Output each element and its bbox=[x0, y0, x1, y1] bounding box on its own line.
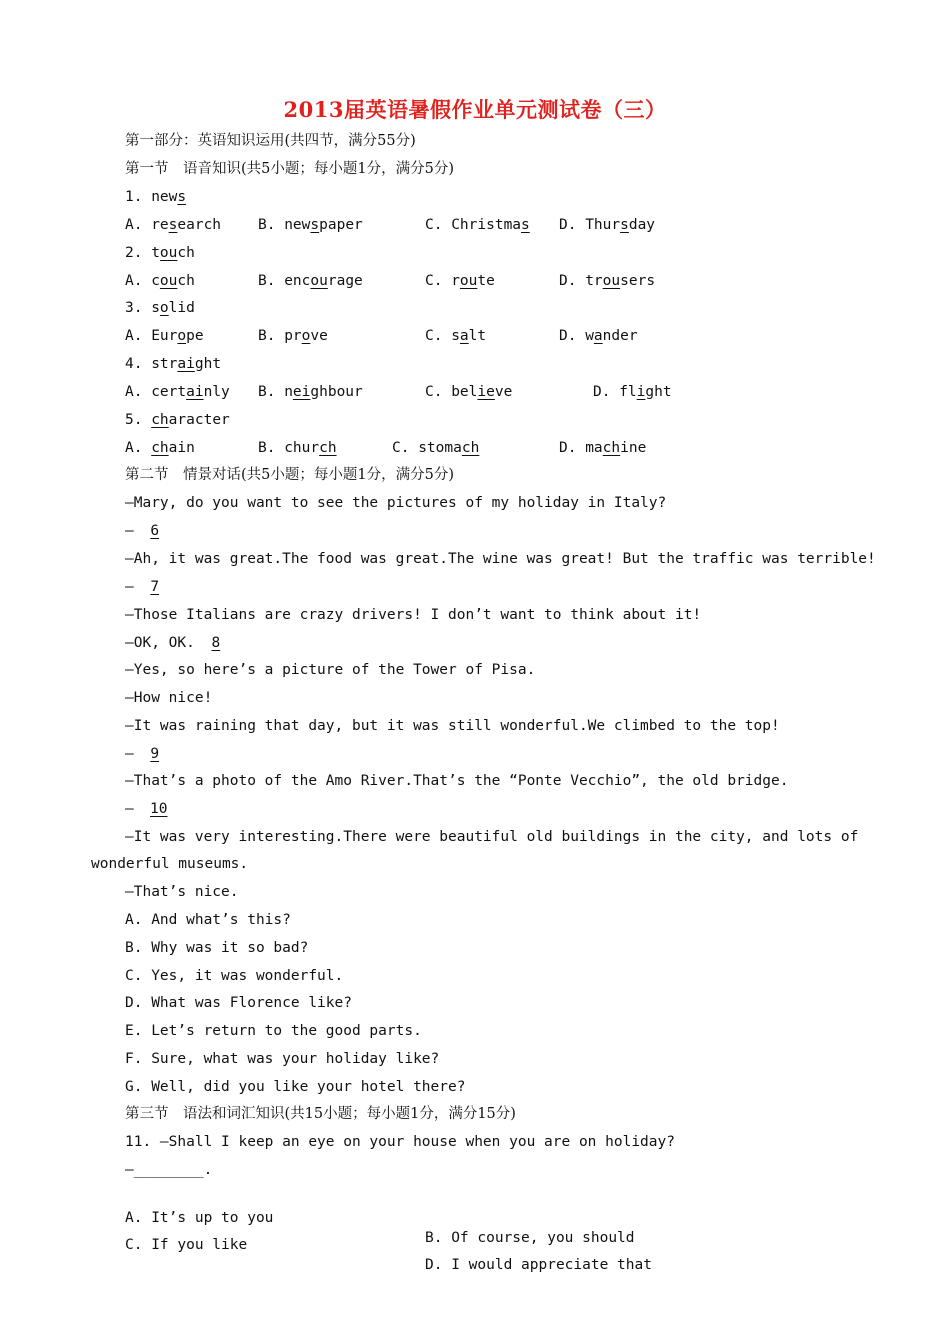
q11-option-d: D. I would appreciate that bbox=[425, 1257, 652, 1273]
word-part: nly bbox=[203, 384, 230, 400]
option-c bbox=[425, 382, 512, 402]
word-part: D. ma bbox=[559, 440, 603, 456]
phonetics-question-5 bbox=[125, 410, 230, 430]
word-part: 1. new bbox=[125, 189, 178, 205]
option-b bbox=[258, 438, 337, 458]
option-b bbox=[258, 382, 363, 402]
underlined-letters: s bbox=[310, 217, 320, 233]
word-part: nder bbox=[602, 328, 638, 344]
underlined-letters: a bbox=[459, 328, 469, 344]
underlined-letters: ou bbox=[602, 273, 621, 289]
section2-header: 第二节 情景对话(共5小题；每小题1分，满分5分) bbox=[125, 467, 454, 483]
word-part: 2. t bbox=[125, 245, 160, 261]
word-part: 3. s bbox=[125, 300, 160, 316]
question-word bbox=[125, 189, 186, 205]
phonetics-question-2 bbox=[125, 243, 195, 263]
option-b bbox=[258, 215, 363, 235]
word-part: lid bbox=[168, 300, 195, 316]
option-word bbox=[425, 217, 530, 233]
option-word bbox=[425, 273, 495, 289]
dialogue-option-a: A. And what’s this? bbox=[125, 912, 291, 928]
option-d bbox=[593, 382, 672, 402]
underlined-letters: ch bbox=[151, 440, 169, 456]
dialogue-blank-line bbox=[125, 799, 184, 819]
dialogue-blank-line bbox=[125, 633, 237, 653]
phonetics-question-4 bbox=[125, 354, 221, 374]
option-word bbox=[392, 440, 479, 456]
word-part: D. fl bbox=[593, 384, 637, 400]
dialogue-line: —That’s nice. bbox=[125, 884, 239, 900]
option-word bbox=[125, 384, 230, 400]
dialogue-option-f: F. Sure, what was your holiday like? bbox=[125, 1051, 440, 1067]
word-part: ght bbox=[194, 356, 222, 372]
word-part: A. cert bbox=[125, 384, 187, 400]
option-a bbox=[125, 382, 230, 402]
word-part: ve bbox=[310, 328, 328, 344]
section1-header: 第一节 语音知识(共5小题；每小题1分，满分5分) bbox=[125, 161, 454, 177]
underlined-letters: ch bbox=[461, 440, 480, 456]
word-part: ine bbox=[620, 440, 647, 456]
dialogue-line: —That’s a photo of the Amo River.That’s the “Ponte Vecchio”, the old bridge. bbox=[125, 773, 789, 789]
underlined-letters: s bbox=[168, 217, 178, 233]
option-word bbox=[258, 328, 328, 344]
underlined-letters: s bbox=[620, 217, 629, 233]
option-a bbox=[125, 438, 195, 458]
dialogue-blank-line bbox=[125, 521, 176, 541]
q11-option-c: C. If you like bbox=[125, 1237, 248, 1253]
word-part: D. w bbox=[559, 328, 594, 344]
option-c bbox=[425, 271, 495, 291]
dialogue-option-c: C. Yes, it was wonderful. bbox=[125, 968, 344, 984]
word-part: paper bbox=[319, 217, 363, 233]
option-word bbox=[425, 328, 486, 344]
dialogue-option-d: D. What was Florence like? bbox=[125, 995, 352, 1011]
option-a bbox=[125, 271, 195, 291]
underlined-letters: o bbox=[177, 328, 187, 344]
underlined-letters: ou bbox=[310, 273, 328, 289]
underlined-letters: ou bbox=[459, 273, 478, 289]
section3-header: 第三节 语法和词汇知识(共15小题；每小题1分，满分15分) bbox=[125, 1106, 516, 1122]
word-part: ch bbox=[177, 245, 195, 261]
word-part: A. Eur bbox=[125, 328, 178, 344]
word-part: ch bbox=[177, 273, 195, 289]
word-part: earch bbox=[177, 217, 222, 233]
page-title: 2013届英语暑假作业单元测试卷（三） bbox=[283, 97, 667, 122]
q11-option-a: A. It’s up to you bbox=[125, 1210, 274, 1226]
option-d bbox=[559, 271, 655, 291]
dialogue-option-e: E. Let’s return to the good parts. bbox=[125, 1023, 422, 1039]
blank-8: 8 bbox=[211, 635, 221, 651]
underlined-letters: ou bbox=[159, 273, 178, 289]
blank-10: 10 bbox=[150, 801, 168, 817]
option-c bbox=[425, 215, 530, 235]
dialogue-line: —It was very interesting.There were beautiful old buildings in the city, and lots of bbox=[125, 829, 859, 845]
word-part: C. s bbox=[425, 328, 460, 344]
dash: — bbox=[125, 523, 134, 539]
option-word bbox=[258, 217, 363, 233]
option-word bbox=[125, 440, 195, 456]
option-word bbox=[559, 217, 655, 233]
underlined-letters: ch bbox=[602, 440, 621, 456]
phonetics-question-1 bbox=[125, 187, 186, 207]
dialogue-line: —Yes, so here’s a picture of the Tower of Pisa. bbox=[125, 662, 536, 678]
word-part: 4. str bbox=[125, 356, 178, 372]
word-part: C. Christma bbox=[425, 217, 522, 233]
blank-6: 6 bbox=[150, 523, 160, 539]
dialogue-line: —It was raining that day, but it was still wonderful.We climbed to the top! bbox=[125, 718, 780, 734]
word-part: ghbour bbox=[310, 384, 363, 400]
underlined-letters: o bbox=[159, 300, 169, 316]
option-word bbox=[258, 440, 337, 456]
word-part: D. tr bbox=[559, 273, 603, 289]
word-part: C. bel bbox=[425, 384, 478, 400]
underlined-letters: s bbox=[177, 189, 187, 205]
word-part: sers bbox=[620, 273, 656, 289]
word-part: D. Thur bbox=[559, 217, 621, 233]
word-part: 5. bbox=[125, 412, 152, 428]
underlined-letters: i bbox=[636, 384, 646, 400]
question-word bbox=[125, 412, 230, 428]
blank-7: 7 bbox=[150, 579, 160, 595]
dialogue-line: —Mary, do you want to see the pictures of my holiday in Italy? bbox=[125, 495, 667, 511]
q11-option-b: B. Of course, you should bbox=[425, 1230, 635, 1246]
word-part: C. stoma bbox=[392, 440, 462, 456]
underlined-letters: ou bbox=[159, 245, 178, 261]
underlined-letters: ai bbox=[177, 356, 195, 372]
underlined-letters: ch bbox=[151, 412, 169, 428]
dialogue-blank-line bbox=[125, 744, 176, 764]
dash: — bbox=[125, 801, 134, 817]
word-part: B. chur bbox=[258, 440, 320, 456]
option-word bbox=[125, 273, 195, 289]
option-word bbox=[125, 328, 204, 344]
question-word bbox=[125, 300, 195, 316]
word-part: day bbox=[628, 217, 656, 233]
underlined-letters: o bbox=[301, 328, 311, 344]
question-word bbox=[125, 245, 195, 261]
underlined-letters: s bbox=[521, 217, 530, 233]
underlined-letters: ch bbox=[319, 440, 337, 456]
part1-header: 第一部分：英语知识运用(共四节，满分55分) bbox=[125, 133, 416, 149]
word-part: C. r bbox=[425, 273, 460, 289]
option-word bbox=[125, 217, 221, 233]
question-11: 11. —Shall I keep an eye on your house when you are on holiday? bbox=[125, 1134, 675, 1150]
word-part: pe bbox=[186, 328, 204, 344]
option-d bbox=[559, 326, 638, 346]
dialogue-option-b: B. Why was it so bad? bbox=[125, 940, 309, 956]
dialogue-text: —OK, OK. bbox=[125, 635, 195, 651]
option-d bbox=[559, 438, 646, 458]
option-b bbox=[258, 271, 363, 291]
option-word bbox=[559, 328, 638, 344]
word-part: rage bbox=[327, 273, 363, 289]
dialogue-line: —Ah, it was great.The food was great.The wine was great! But the traffic was terrible! bbox=[125, 551, 876, 567]
dash: — bbox=[125, 579, 134, 595]
option-word bbox=[258, 273, 363, 289]
option-a bbox=[125, 326, 204, 346]
blank-9: 9 bbox=[150, 746, 160, 762]
option-c bbox=[392, 438, 479, 458]
option-word bbox=[593, 384, 672, 400]
word-part: A. re bbox=[125, 217, 169, 233]
option-b bbox=[258, 326, 328, 346]
question-11-answer-blank: —________. bbox=[125, 1162, 213, 1178]
dialogue-blank-line bbox=[125, 577, 176, 597]
question-word bbox=[125, 356, 221, 372]
underlined-letters: ei bbox=[292, 384, 311, 400]
dash: — bbox=[125, 746, 134, 762]
word-part: aracter bbox=[168, 412, 230, 428]
word-part: B. pr bbox=[258, 328, 302, 344]
word-part: B. n bbox=[258, 384, 293, 400]
option-word bbox=[559, 273, 655, 289]
underlined-letters: ai bbox=[186, 384, 204, 400]
word-part: A. bbox=[125, 440, 152, 456]
word-part: A. c bbox=[125, 273, 160, 289]
option-word bbox=[258, 384, 363, 400]
option-a bbox=[125, 215, 221, 235]
word-part: ve bbox=[494, 384, 513, 400]
dialogue-line-continued: wonderful museums. bbox=[91, 856, 249, 872]
option-d bbox=[559, 215, 655, 235]
word-part: B. new bbox=[258, 217, 311, 233]
option-word bbox=[559, 440, 646, 456]
option-c bbox=[425, 326, 486, 346]
dialogue-line: —How nice! bbox=[125, 690, 213, 706]
underlined-letters: a bbox=[593, 328, 603, 344]
word-part: ain bbox=[168, 440, 195, 456]
underlined-letters: ie bbox=[477, 384, 495, 400]
word-part: ght bbox=[645, 384, 672, 400]
dialogue-option-g: G. Well, did you like your hotel there? bbox=[125, 1079, 466, 1095]
dialogue-line: —Those Italians are crazy drivers! I don’t want to think about it! bbox=[125, 607, 702, 623]
word-part: te bbox=[477, 273, 495, 289]
word-part: B. enc bbox=[258, 273, 311, 289]
word-part: lt bbox=[468, 328, 487, 344]
option-word bbox=[425, 384, 512, 400]
phonetics-question-3 bbox=[125, 298, 195, 318]
